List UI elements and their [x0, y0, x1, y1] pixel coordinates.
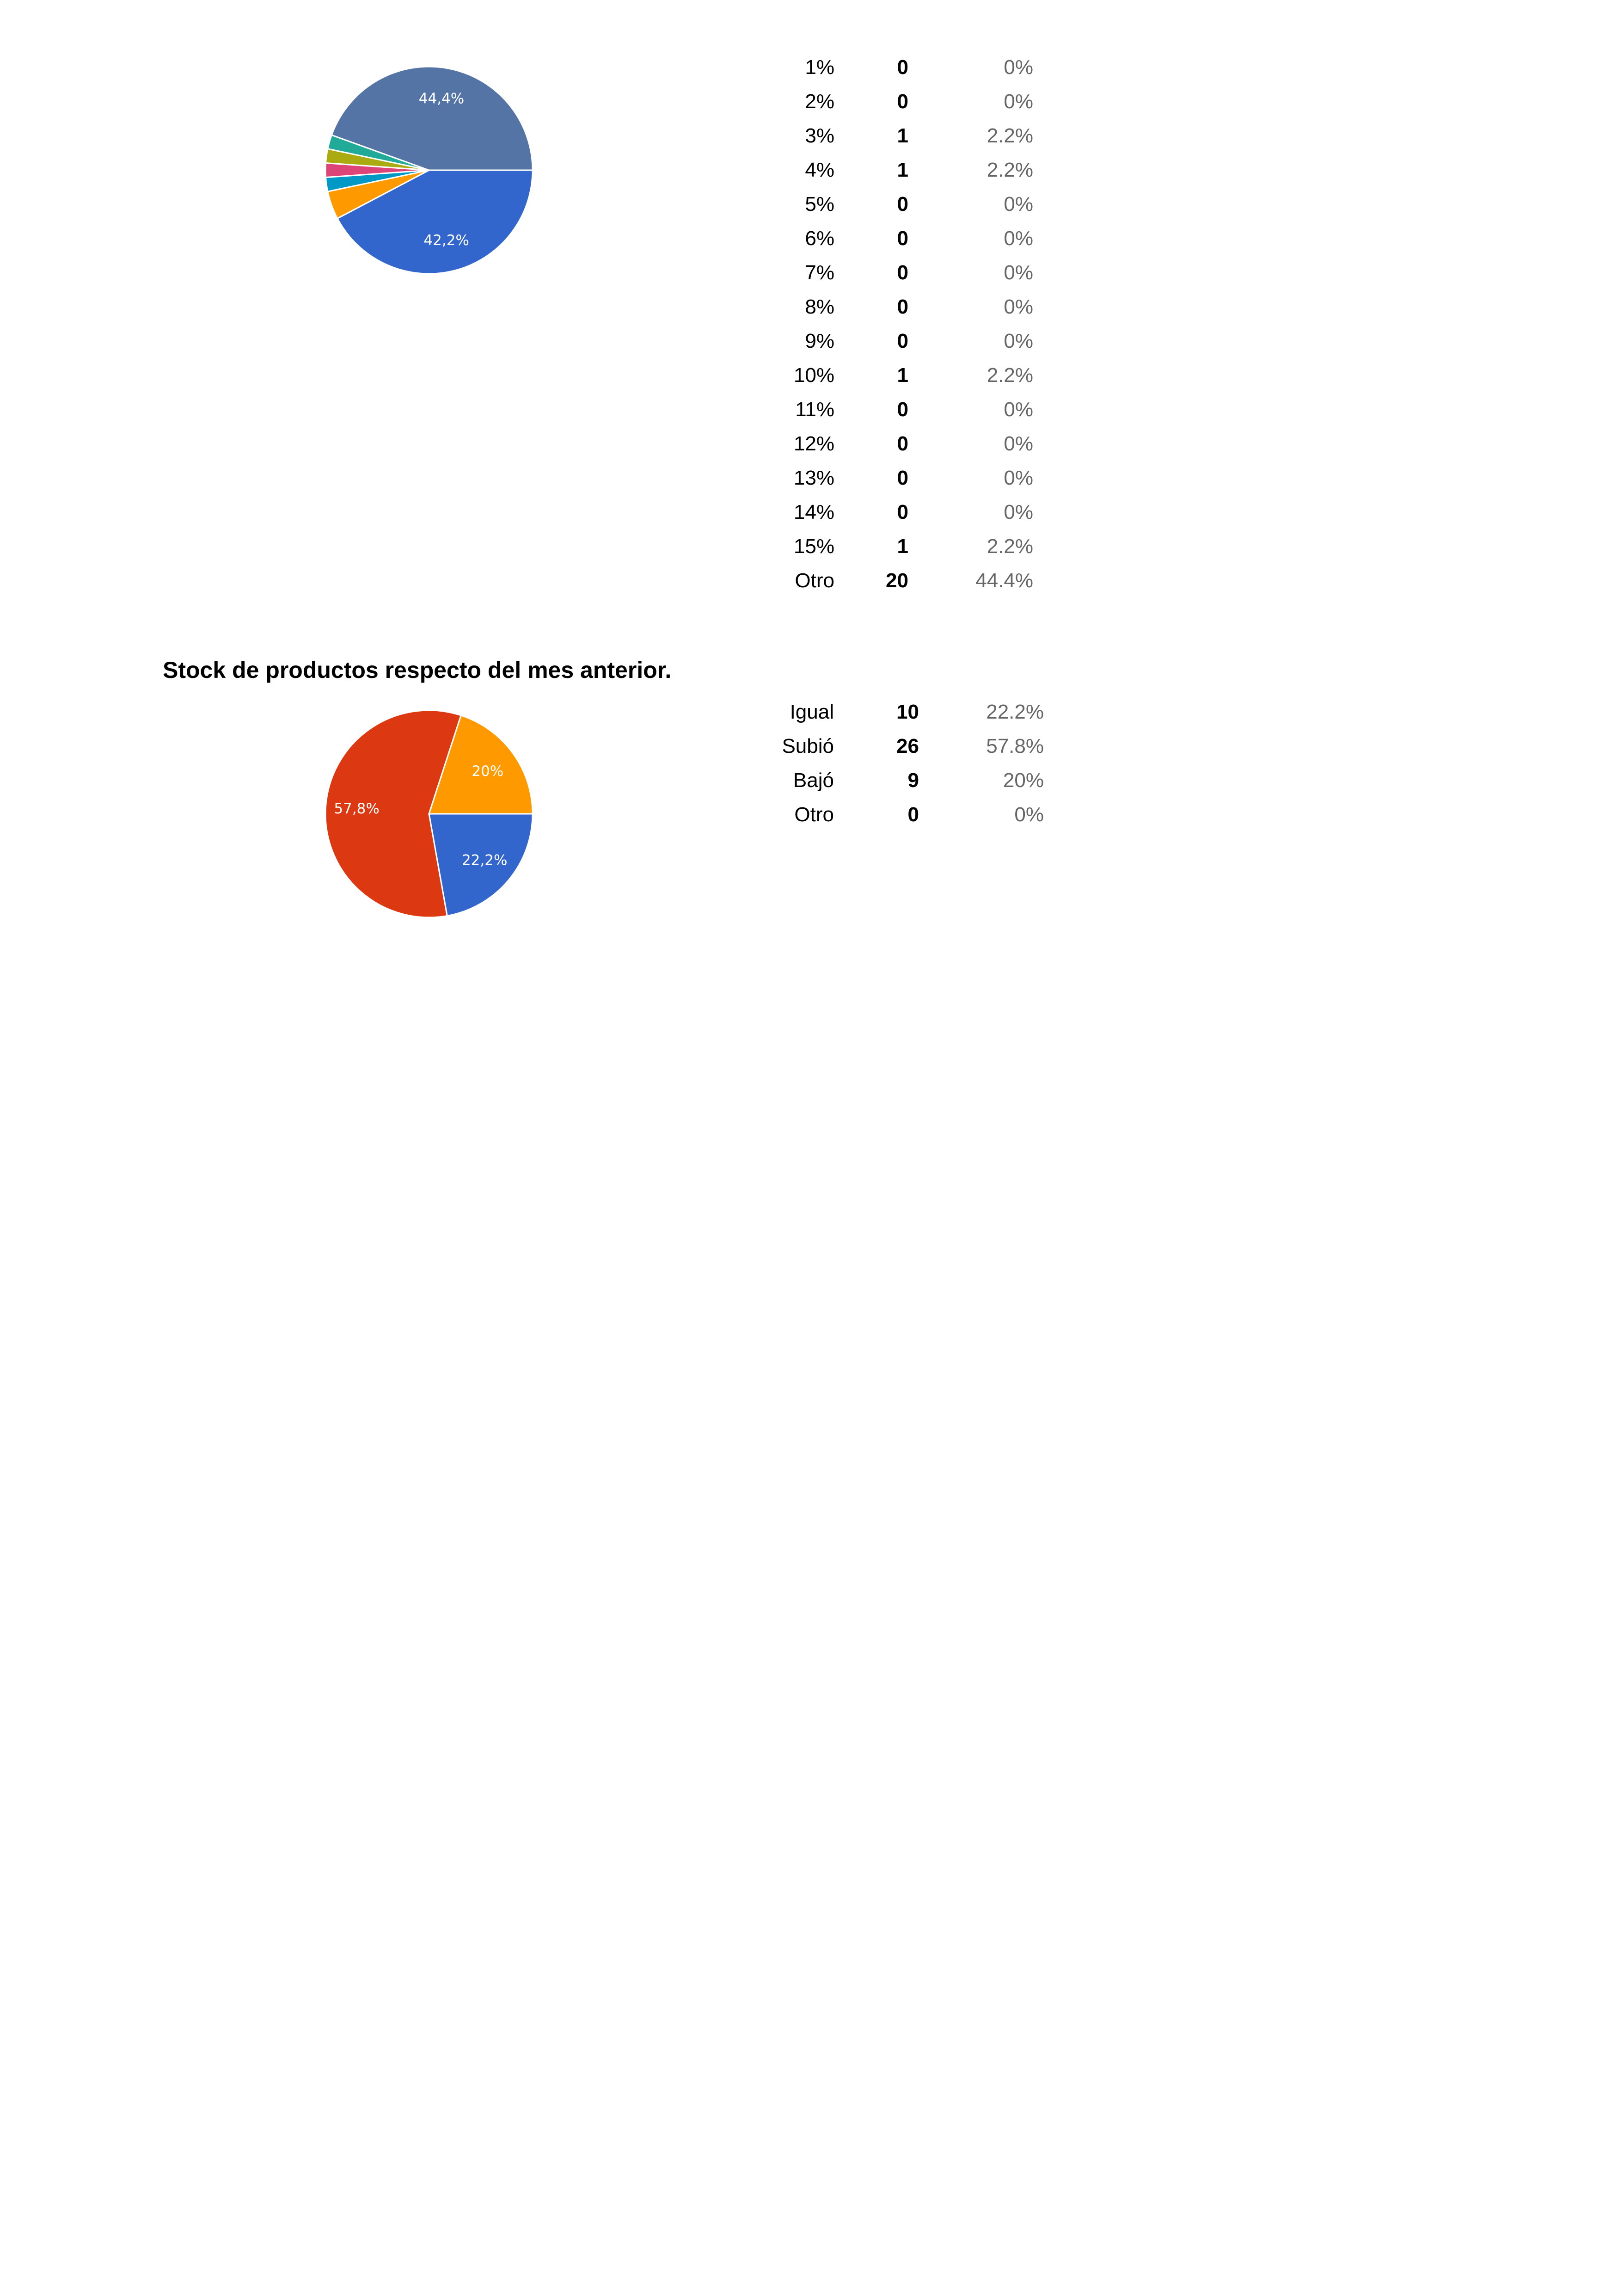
legend-row [726, 187, 1049, 222]
legend-row-count: 0 [897, 227, 908, 250]
legend-row-percent: 22.2% [986, 701, 1044, 723]
legend-row-count: 20 [886, 569, 908, 592]
legend-table-percent [726, 50, 1049, 601]
legend-row-count: 1 [897, 364, 908, 387]
legend-row-label: Subió [782, 735, 834, 757]
legend-row-label: 2% [805, 90, 834, 113]
legend-row [726, 529, 1049, 564]
legend-row [726, 798, 1059, 832]
legend-row-count: 0 [897, 467, 908, 489]
legend-row-percent: 0% [1004, 432, 1033, 455]
legend-row-percent: 0% [1004, 193, 1033, 215]
legend-row-count: 0 [907, 803, 919, 826]
legend-row-label: Otro [794, 803, 834, 826]
legend-row-label: 8% [805, 295, 834, 318]
legend-row [726, 695, 1059, 729]
pie-slice-label: 57,8% [334, 800, 380, 818]
legend-row [726, 729, 1059, 763]
pie-slice-label: 22,2% [461, 852, 508, 869]
legend-row-label: Igual [790, 701, 834, 723]
legend-row-percent: 0% [1004, 90, 1033, 113]
legend-row-label: 3% [805, 124, 834, 147]
legend-row-label: 5% [805, 193, 834, 215]
legend-row-count: 0 [897, 432, 908, 455]
pie-slice-label: 44,4% [418, 90, 465, 107]
pie-chart-stock [318, 703, 540, 925]
legend-row-label: 1% [805, 56, 834, 79]
legend-row-label: 9% [805, 330, 834, 352]
legend-row-percent: 0% [1004, 501, 1033, 523]
legend-row [726, 763, 1059, 798]
legend-row-label: 13% [793, 467, 834, 489]
legend-row-count: 26 [896, 735, 919, 757]
legend-row-percent: 2.2% [987, 159, 1033, 181]
legend-row-label: Bajó [793, 769, 834, 792]
legend-row [726, 119, 1049, 153]
legend-row [726, 290, 1049, 324]
legend-row-label: Otro [795, 569, 834, 592]
legend-row [726, 427, 1049, 461]
legend-row-count: 0 [897, 330, 908, 352]
legend-row [726, 153, 1049, 187]
legend-row-percent: 44.4% [975, 569, 1033, 592]
legend-row-percent: 0% [1004, 56, 1033, 79]
legend-row-count: 0 [897, 193, 908, 215]
legend-row [726, 85, 1049, 119]
legend-row-label: 6% [805, 227, 834, 250]
legend-row-label: 12% [793, 432, 834, 455]
legend-row-count: 0 [897, 501, 908, 523]
legend-row-percent: 0% [1004, 261, 1033, 284]
legend-row [726, 324, 1049, 358]
legend-row-percent: 57.8% [986, 735, 1044, 757]
legend-row-percent: 20% [1003, 769, 1044, 792]
legend-row-count: 9 [907, 769, 919, 792]
legend-row-label: 7% [805, 261, 834, 284]
legend-row [726, 256, 1049, 290]
legend-row-percent: 0% [1004, 398, 1033, 421]
legend-row [726, 50, 1049, 85]
legend-row-count: 0 [897, 261, 908, 284]
legend-row [726, 393, 1049, 427]
legend-row [726, 461, 1049, 495]
chart-title-stock: Stock de productos respecto del mes anterior. [163, 657, 672, 683]
pie-chart-percent [318, 59, 540, 281]
legend-row-percent: 2.2% [987, 124, 1033, 147]
legend-row-count: 1 [897, 159, 908, 181]
legend-row-percent: 2.2% [987, 535, 1033, 558]
legend-row-label: 4% [805, 159, 834, 181]
legend-row-percent: 0% [1004, 467, 1033, 489]
legend-row-count: 1 [897, 535, 908, 558]
legend-row-count: 10 [896, 701, 919, 723]
legend-row-count: 0 [897, 56, 908, 79]
legend-table-stock [726, 695, 1059, 834]
legend-row-percent: 0% [1004, 227, 1033, 250]
legend-row [726, 358, 1049, 393]
legend-row-percent: 2.2% [987, 364, 1033, 387]
legend-row-count: 0 [897, 398, 908, 421]
legend-row [726, 222, 1049, 256]
legend-row-percent: 0% [1014, 803, 1044, 826]
legend-row-count: 0 [897, 295, 908, 318]
legend-row [726, 564, 1049, 598]
legend-row-percent: 0% [1004, 295, 1033, 318]
legend-row-label: 14% [793, 501, 834, 523]
pie-slice-label: 20% [472, 763, 504, 780]
legend-row-count: 0 [897, 90, 908, 113]
legend-row-percent: 0% [1004, 330, 1033, 352]
legend-row-label: 11% [795, 398, 834, 421]
pie-slice-label: 42,2% [423, 232, 469, 249]
legend-row-label: 10% [793, 364, 834, 387]
legend-row-count: 1 [897, 124, 908, 147]
legend-row [726, 495, 1049, 529]
legend-row-label: 15% [793, 535, 834, 558]
